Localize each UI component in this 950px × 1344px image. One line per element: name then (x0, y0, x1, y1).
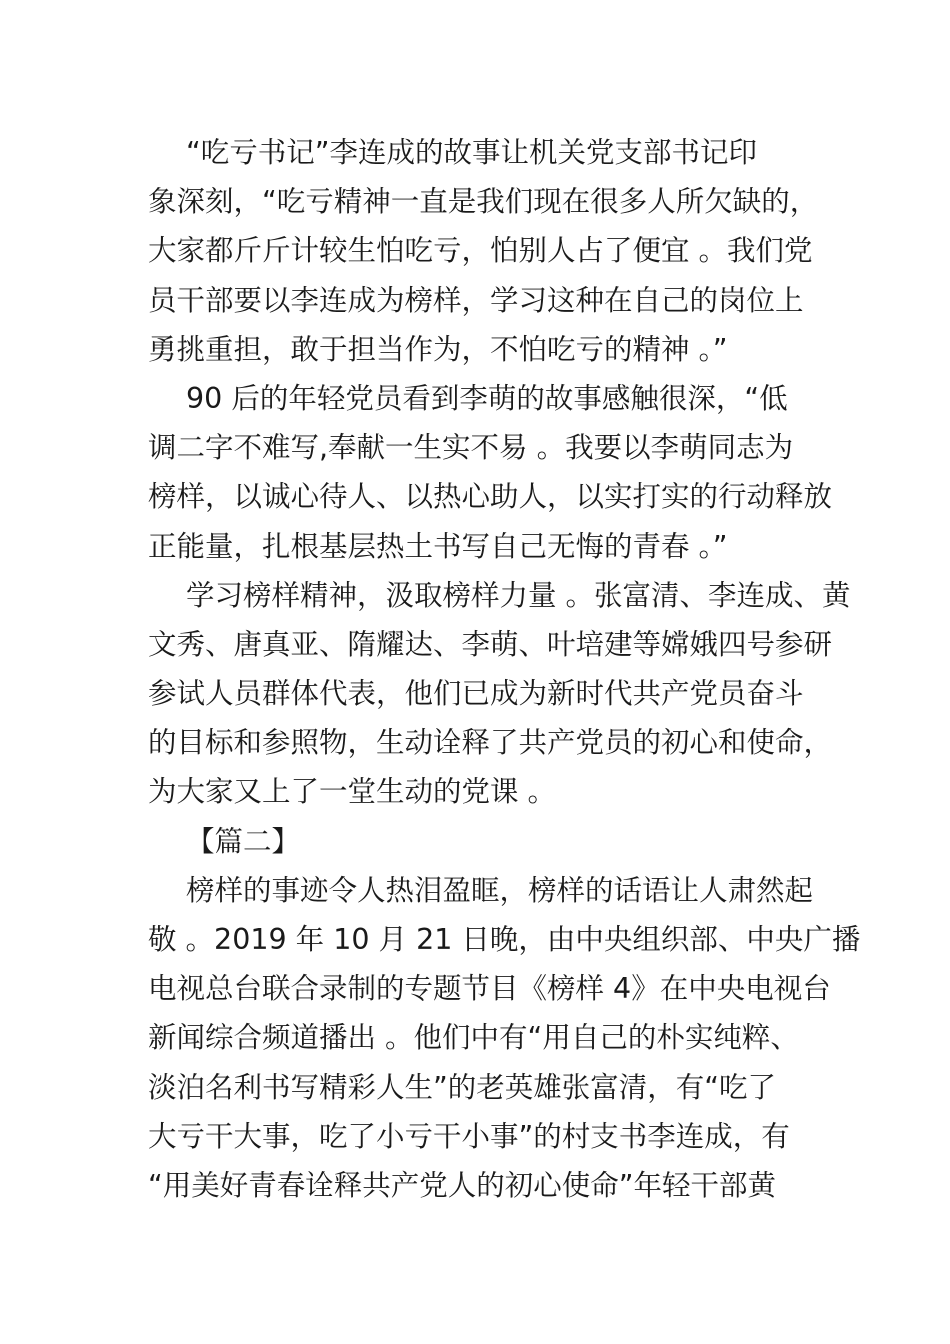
text-line: 员干部要以李连成为榜样，学习这种在自己的岗位上 (148, 283, 804, 317)
text-line: 榜样，以诚心待人、以热心助人，以实打实的行动释放 (148, 480, 833, 514)
text-line: 学习榜样精神，汲取榜样力量 。张富清、李连成、黄 (186, 578, 851, 612)
text-line: 象深刻，“吃亏精神一直是我们现在很多人所欠缺的， (148, 185, 819, 219)
text-line: 榜样的事迹令人热泪盈眶，榜样的话语让人肃然起 (186, 873, 814, 907)
document-body (148, 128, 861, 1210)
text-line: 大家都斤斤计较生怕吃亏，怕别人占了便宜 。我们党 (148, 234, 813, 268)
text-line: 新闻综合频道播出 。他们中有“用自己的朴实纯粹、 (148, 1021, 799, 1055)
text-line: 调二字不难写,奉献一生实不易 。我要以李萌同志为 (148, 431, 794, 465)
text-line: “用美好青春诠释共产党人的初心使命”年轻干部黄 (148, 1168, 777, 1202)
text-line: 90 后的年轻党员看到李萌的故事感触很深，“低 (186, 381, 788, 415)
text-line: “吃亏书记”李连成的故事让机关党支部书记印 (186, 136, 758, 169)
text-line: 大亏干大事，吃了小亏干小事”的村支书李连成，有 (148, 1119, 790, 1153)
text-line: 的目标和参照物，生动诠释了共产党员的初心和使命， (148, 726, 833, 760)
text-line: 为大家又上了一堂生动的党课 。 (148, 775, 557, 809)
text-line: 淡泊名利书写精彩人生”的老英雄张富清，有“吃了 (148, 1070, 777, 1104)
text-line: 正能量，扎根基层热土书写自己无悔的青春 。” (148, 529, 728, 563)
text-line: 文秀、唐真亚、隋耀达、李萌、叶培建等嫦娥四号参研 (148, 627, 833, 661)
text-line: 勇挑重担，敢于担当作为，不怕吃亏的精神 。” (148, 332, 728, 366)
text-line: 电视总台联合录制的专题节目《榜样 4》在中央电视台 (148, 972, 831, 1006)
text-line: 参试人员群体代表，他们已成为新时代共产党员奋斗 (148, 677, 804, 711)
text-line: 敬 。2019 年 10 月 21 日晚，由中央组织部、中央广播 (148, 923, 861, 956)
section-heading: 【篇二】 (186, 824, 301, 858)
